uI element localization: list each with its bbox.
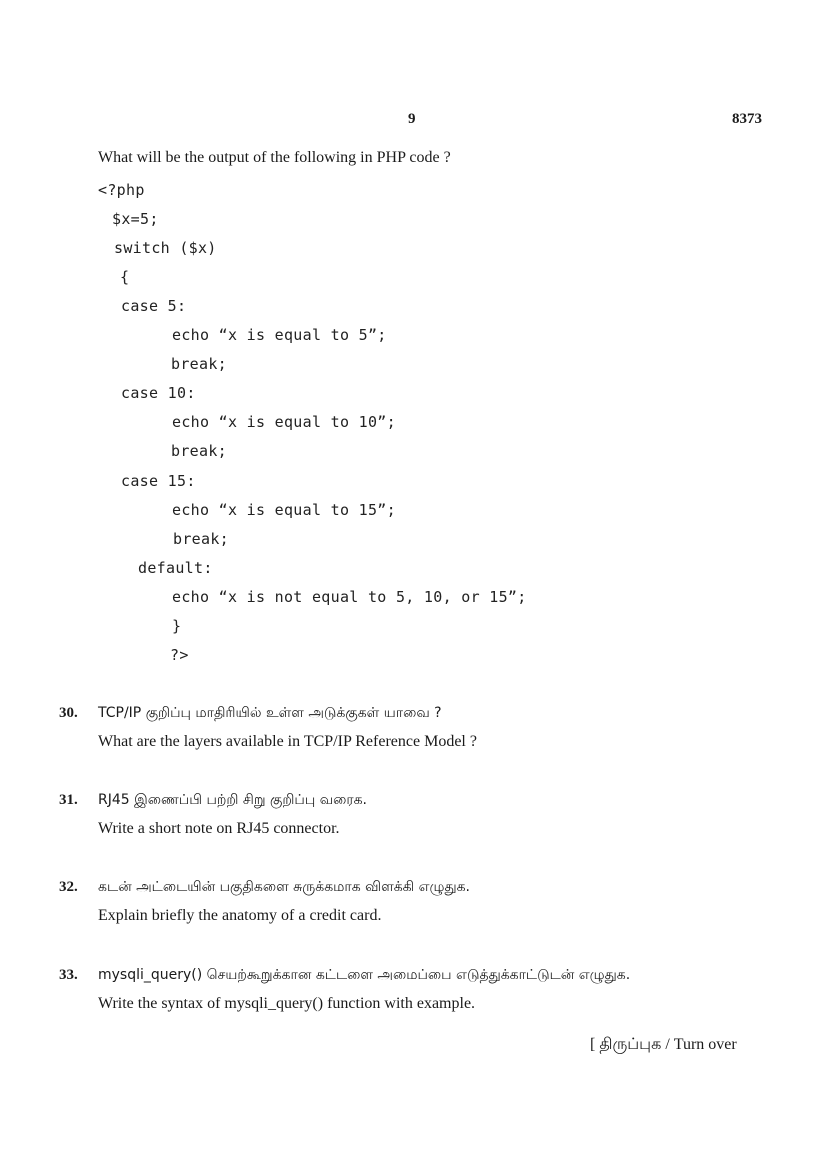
- code-line: case 15:: [121, 472, 196, 490]
- code-line: break;: [173, 530, 229, 548]
- code-line: }: [172, 617, 182, 635]
- code-line: <?php: [98, 181, 145, 199]
- question-english-text: Write a short note on RJ45 connector.: [98, 820, 340, 837]
- paper-code: 8373: [732, 111, 762, 127]
- question-english-text: Write the syntax of mysqli_query() function with example.: [98, 995, 476, 1012]
- question-number: 31.: [59, 792, 78, 808]
- question-number: 32.: [59, 879, 78, 895]
- code-line: echo “x is not equal to 5, 10, or 15”;: [172, 588, 527, 606]
- question-english-text: What are the layers available in TCP/IP Reference Model ?: [98, 733, 477, 750]
- code-line: ?>: [170, 646, 189, 664]
- code-line: $x=5;: [112, 210, 159, 228]
- question-tamil-text: TCP/IP குறிப்பு மாதிரியில் உள்ள அடுக்குகள் யாவை ?: [98, 705, 442, 721]
- code-line: break;: [171, 442, 227, 460]
- turn-over-note: [ திருப்புக / Turn over: [590, 1036, 737, 1053]
- question-tamil-text: mysqli_query() செயற்கூறுக்கான கட்டளை அமைப்பை எடுத்துக்காட்டுடன் எழுதுக.: [98, 967, 631, 983]
- question-number: 30.: [59, 705, 78, 721]
- code-line: switch ($x): [114, 239, 217, 257]
- code-line: echo “x is equal to 10”;: [172, 413, 396, 431]
- question-tamil-text: கடன் அட்டையின் பகுதிகளை சுருக்கமாக விளக்கி எழுதுக.: [98, 879, 471, 895]
- question-number: 33.: [59, 967, 78, 983]
- page-number: 9: [408, 111, 416, 127]
- code-line: case 10:: [121, 384, 196, 402]
- question-english-text: Explain briefly the anatomy of a credit card.: [98, 907, 382, 924]
- question-tamil-text: RJ45 இணைப்பி பற்றி சிறு குறிப்பு வரைக.: [98, 792, 367, 808]
- code-line: default:: [138, 559, 213, 577]
- code-line: {: [120, 268, 130, 286]
- code-line: break;: [171, 355, 227, 373]
- code-line: echo “x is equal to 5”;: [172, 326, 387, 344]
- q29-question-text: What will be the output of the following in PHP code ?: [98, 149, 451, 166]
- code-line: case 5:: [121, 297, 187, 315]
- code-line: echo “x is equal to 15”;: [172, 501, 396, 519]
